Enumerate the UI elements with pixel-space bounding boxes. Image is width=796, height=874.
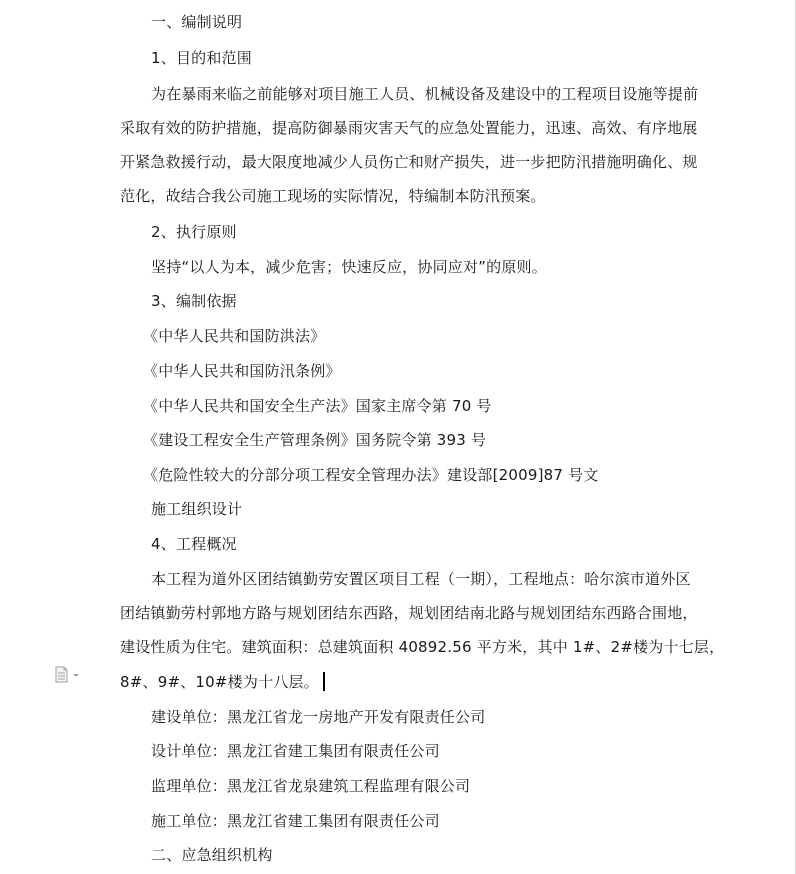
paragraph-line: 为在暴雨来临之前能够对项目施工人员、机械设备及建设中的工程项目设施等提前: [151, 85, 699, 103]
subheading-principle: 2、执行原则: [151, 223, 237, 241]
paragraph-line: 范化，故结合我公司施工现场的实际情况，特编制本防汛预案。: [120, 187, 546, 205]
paragraph-line: 开紧急救援行动，最大限度地减少人员伤亡和财产损失，进一步把防汛措施明确化、规: [120, 153, 698, 171]
subheading-overview: 4、工程概况: [151, 535, 237, 553]
paste-options-button[interactable]: [54, 666, 84, 684]
subheading-purpose: 1、目的和范围: [151, 49, 252, 67]
paragraph-line-with-cursor[interactable]: [120, 672, 325, 692]
unit-line: 建设单位：黑龙江省龙一房地产开发有限责任公司: [151, 708, 486, 726]
basis-item: 《中华人民共和国防洪法》: [143, 327, 326, 345]
basis-item: 《中华人民共和国安全生产法》国家主席令第 70 号: [143, 397, 492, 415]
dropdown-arrow-icon: [73, 674, 79, 677]
heading-1: 一、编制说明: [151, 13, 243, 31]
paragraph-text: 8#、9#、10#楼为十八层。: [120, 673, 319, 691]
paste-options-icon: [54, 666, 84, 684]
basis-item: 《危险性较大的分部分项工程安全管理办法》建设部[2009]87 号文: [143, 466, 599, 484]
paragraph-line: 采取有效的防护措施，提高防御暴雨灾害天气的应急处置能力，迅速、高效、有序地展: [120, 119, 698, 137]
unit-line: 施工单位：黑龙江省建工集团有限责任公司: [151, 812, 440, 830]
basis-item: 《建设工程安全生产管理条例》国务院令第 393 号: [143, 431, 487, 449]
paragraph-line: 坚持“以人为本，减少危害；快速反应，协同应对”的原则。: [151, 258, 547, 276]
basis-item: 施工组织设计: [151, 500, 243, 518]
unit-line: 设计单位：黑龙江省建工集团有限责任公司: [151, 742, 440, 760]
paragraph-line: 建设性质为住宅。建筑面积：总建筑面积 40892.56 平方米，其中 1#、2#楼为十七层，: [120, 638, 725, 656]
unit-line: 监理单位：黑龙江省龙泉建筑工程监理有限公司: [151, 777, 471, 795]
text-cursor: [323, 672, 325, 691]
basis-item: 《中华人民共和国防汛条例》: [143, 362, 341, 380]
heading-2: 二、应急组织机构: [151, 846, 273, 864]
subheading-basis: 3、编制依据: [151, 292, 237, 310]
paragraph-line: 本工程为道外区团结镇勤劳安置区项目工程（一期），工程地点：哈尔滨市道外区: [151, 570, 691, 588]
paragraph-line: 团结镇勤劳村郭地方路与规划团结东西路，规划团结南北路与规划团结东西路合围地，: [120, 604, 698, 622]
